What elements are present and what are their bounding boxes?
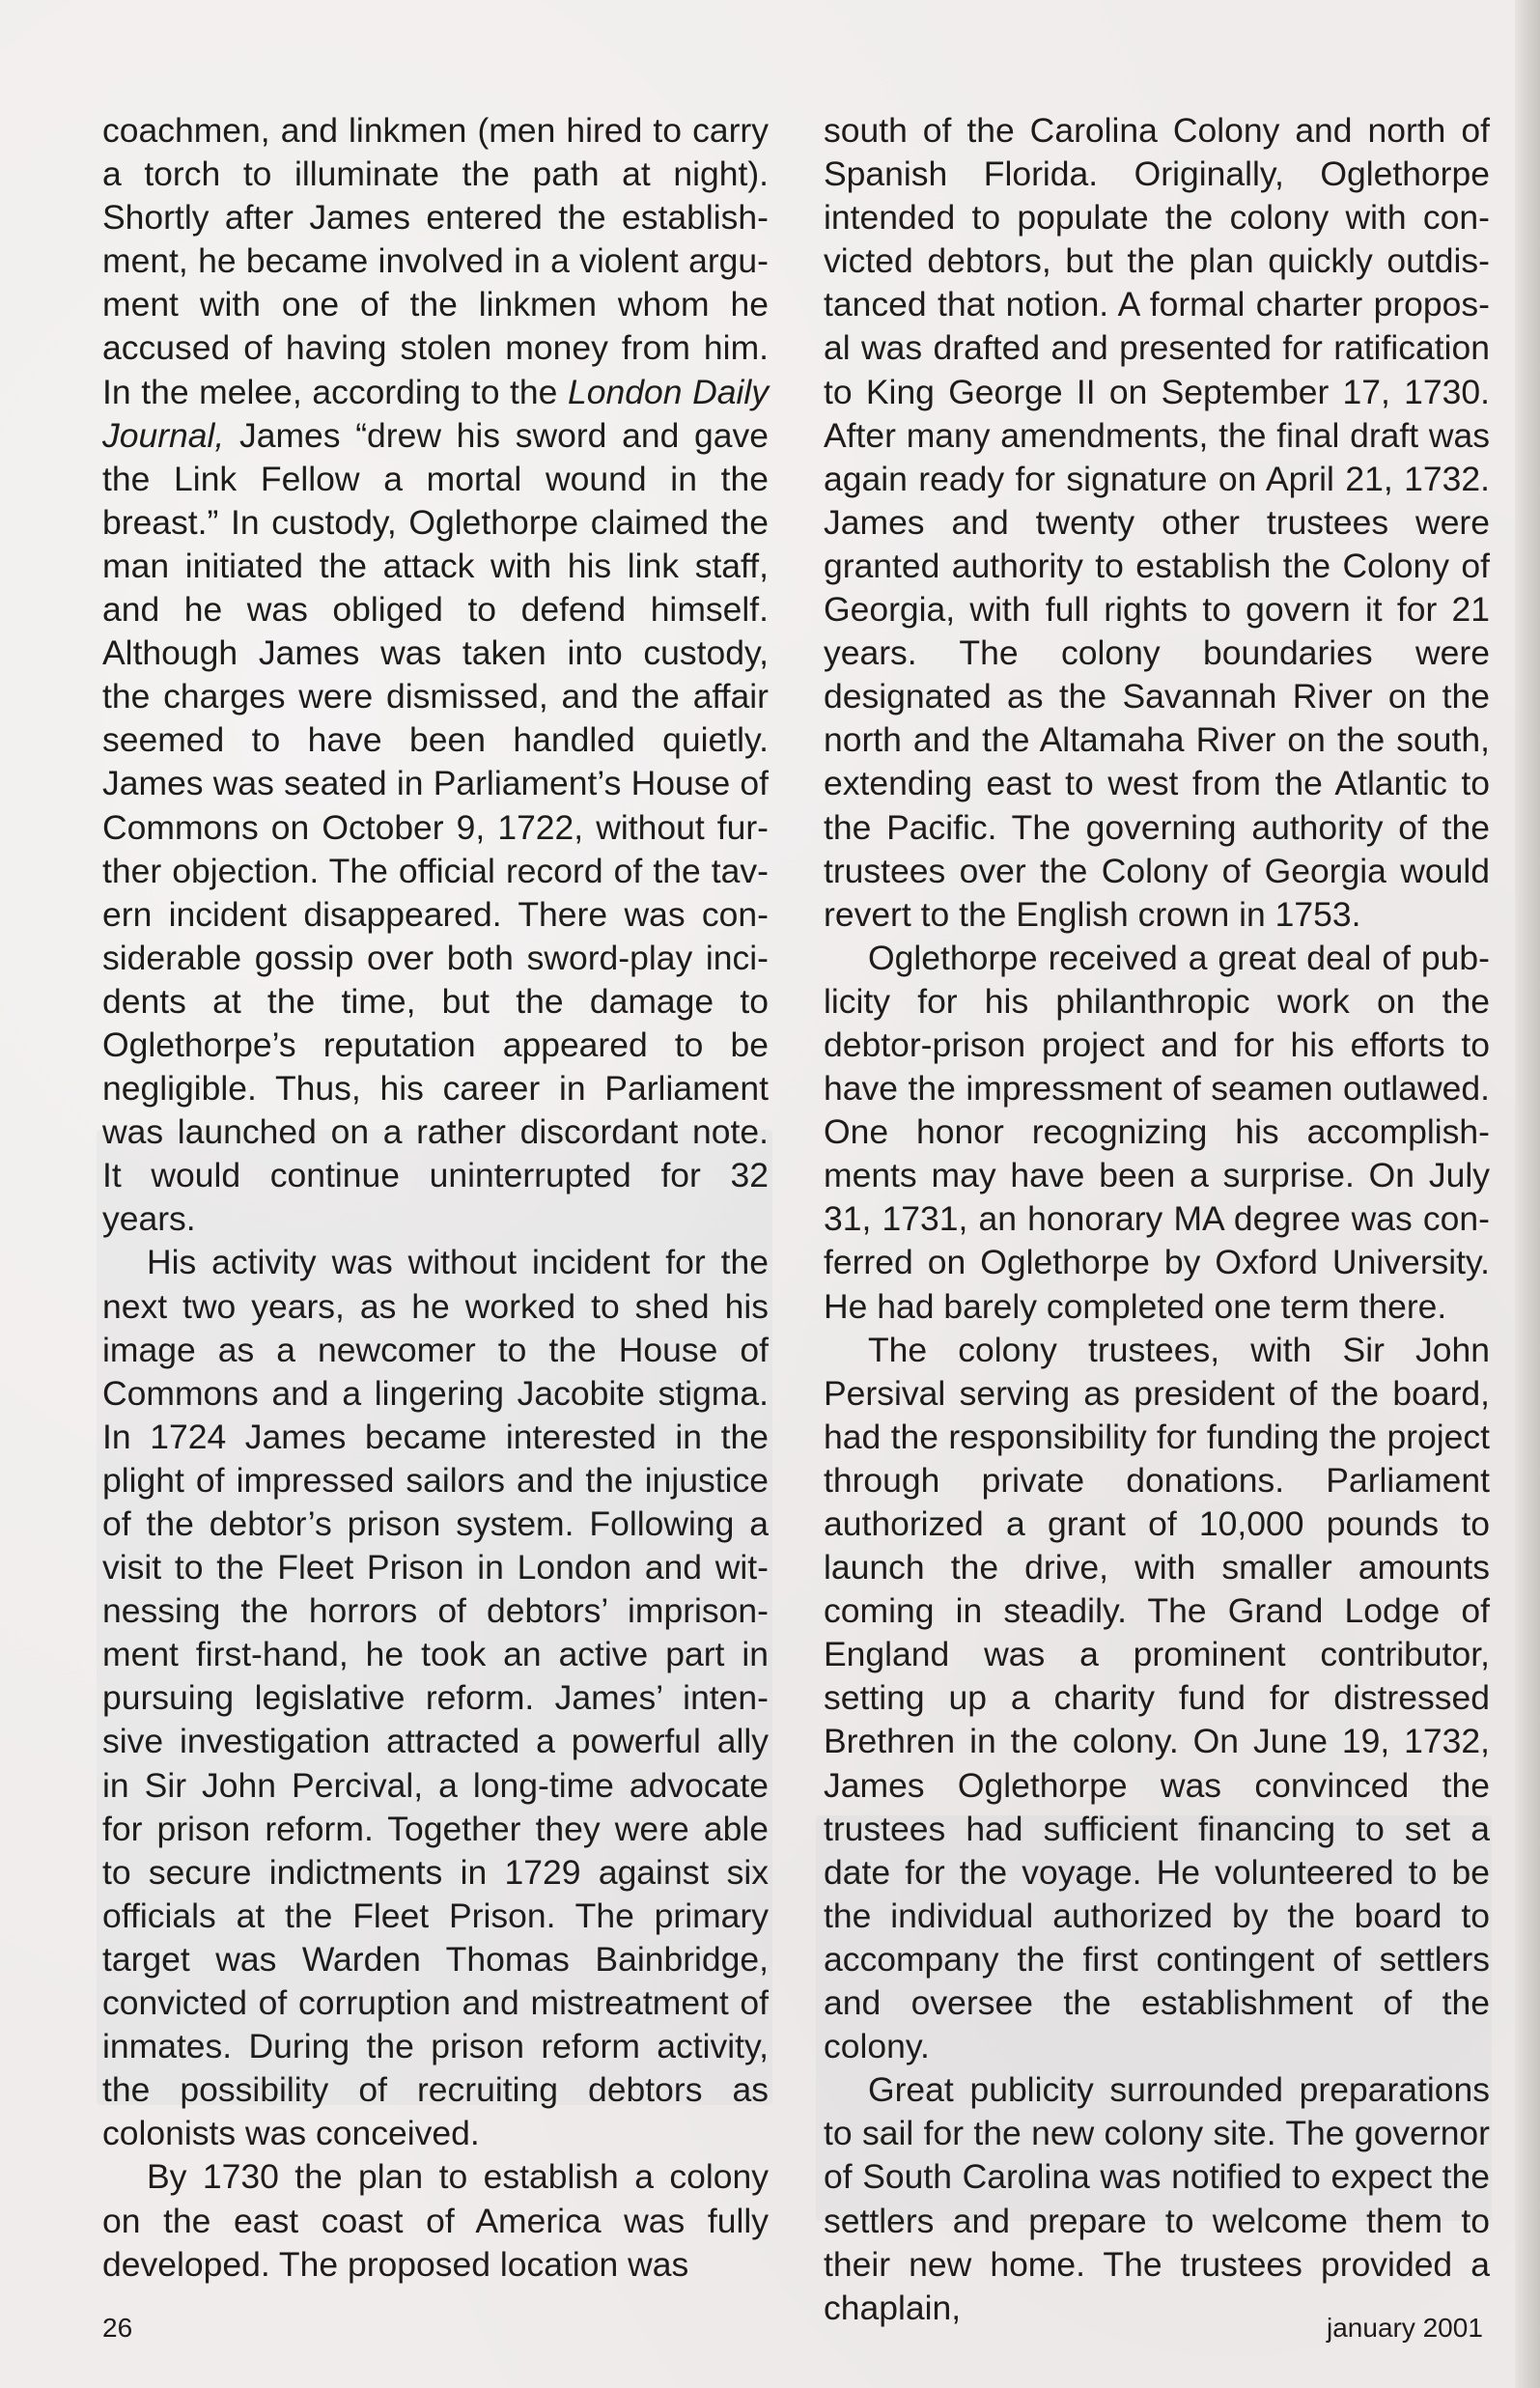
left-column — [102, 109, 769, 2287]
left-paragraph-2: His activity was without incident for the next two years, as he worked to shed his image as a newcomer to the House of Commons and a lingering Jacobite stigma. In 1724 James became interested in the plight of impressed sailors and the injustice of the debtor’s prison system. Following a visit to the Fleet Prison in London and witnessing the horrors of debtors’ imprisonment first-hand, he took an active part in pursuing legislative reform. James’ intensive investigation attracted a powerful ally in Sir John Percival, a long-time advocate for prison reform. Together they were able to secure indictments in 1729 against six officials at the Fleet Prison. The primary target was Warden Thomas Bainbridge, convicted of corruption and mistreatment of inmates. During the prison reform activity, the possibility of recruiting debtors as colonists was conceived. — [102, 1243, 769, 2153]
left-paragraph-1 — [102, 109, 769, 1241]
right-column — [824, 109, 1490, 2330]
right-paragraph-2: Oglethorpe received a great deal of publicity for his philanthropic work on the debtor-prison project and for his efforts to have the impressment of seamen outlawed. One honor recognizing his accomplishments may have been a surprise. On July 31, 1731, an honorary MA degree was conferred on Oglethorpe by Oxford University. He had barely completed one term there. — [824, 938, 1490, 1326]
right-paragraph-4: Great publicity surrounded preparations to sail for the new colony site. The governor of South Carolina was notified to expect the settlers and prepare to welcome them to their new home. The trustees provided a chaplain, — [824, 2070, 1490, 2327]
left-paragraph-1-text-c: James “drew his sword and gave the Link Fellow a mortal wound in the breast.” In custody, Oglethorpe claimed the man initiated the attack with his link staff, and he was obliged to defend himself. Although James was taken into custody, the charges were dismissed, and the affair seemed to have been handled quietly. James was seated in Parliament’s House of Commons on October 9, 1722, without further objection. The official record of the tavern incident disappeared. There was considerable gossip over both sword-play incidents at the time, but the damage to Oglethorpe’s reputation appeared to be negligible. Thus, his career in Parliament was launched on a rather discordant note. It would continue uninterrupted for 32 years. — [102, 415, 769, 1239]
left-paragraph-3: By 1730 the plan to establish a colony on the east coast of America was fully developed. The proposed location was — [102, 2157, 769, 2284]
right-paragraph-3: The colony trustees, with Sir John Persival serving as president of the board, had the responsibility for funding the project through private donations. Parliament authorized a grant of 10,000 pounds to launch the drive, with smaller amounts coming in steadily. The Grand Lodge of England was a prominent contributor, setting up a charity fund for distressed Brethren in the colony. On June 19, 1732, James Oglethorpe was convinced the trustees had sufficient financing to set a date for the voyage. He volunteered to be the individual authorized by the board to accompany the first contingent of settlers and oversee the establishment of the colony. — [824, 1330, 1490, 2066]
issue-date: january 2001 — [1327, 2313, 1483, 2343]
newspaper-title: London Daily Journal, — [102, 372, 769, 455]
page-edge-shadow — [1515, 0, 1540, 2388]
right-paragraph-1: south of the Carolina Colony and north of Spanish Florida. Originally, Oglethorpe intended to populate the colony with convicted debtors, but the plan quickly outdistanced that notion. A formal charter proposal was drafted and presented for ratification to King George II on September 17, 1730. After many amendments, the final draft was again ready for signature on April 21, 1732. James and twenty other trustees were granted authority to establish the Colony of Georgia, with full rights to govern it for 21 years. The colony boundaries were designated as the Savannah River on the north and the Altamaha River on the south, extending east to west from the Atlantic to the Pacific. The governing authority of the trustees over the Colony of Georgia would revert to the English crown in 1753. — [824, 111, 1490, 934]
page-number: 26 — [102, 2313, 133, 2343]
left-paragraph-1-text-a: coachmen, and linkmen (men hired to carry a torch to illuminate the path at night). Shortly after James entered the establishment, he became involved in a violent argument with one of the linkmen whom he accused of having stolen money from him. In the melee, according to the — [102, 111, 769, 411]
